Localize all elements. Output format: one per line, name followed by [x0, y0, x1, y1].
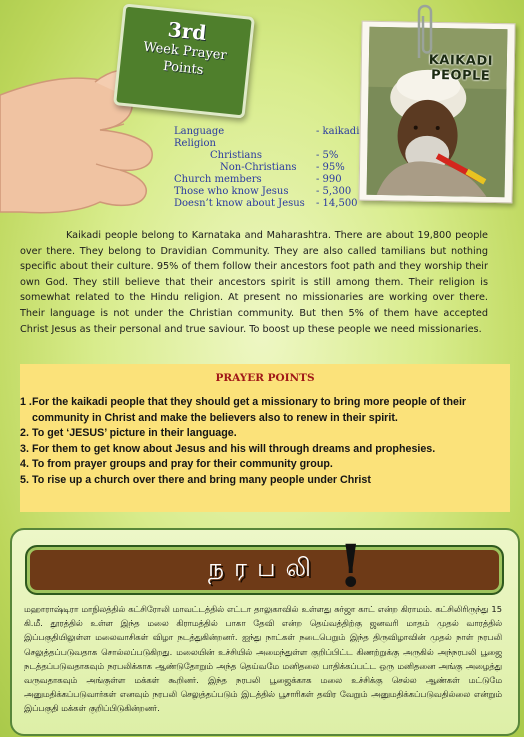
stat-value: - 95% [316, 162, 345, 173]
card-week-label: Week Prayer [142, 39, 228, 64]
prayer-point-text: For the kaikadi people that they should get a missionary to bring more people of their community in Christ and make the believers also to renew in their spirit. [32, 396, 467, 424]
prayer-point-text: To get ‘JESUS’ picture in their language. [32, 427, 237, 439]
paper-clip-icon [405, 0, 445, 60]
people-title-line1: KAIKADI [428, 52, 494, 69]
exclamation-mark: ! [338, 532, 364, 600]
narabali-article: மஹாராஷ்டிரா மாநிலத்தில் கட்சிரோலி மாவட்டத்தில் எட்டா தாலுகாவில் உள்ளது சுர்ஜா காட் என்ற கிராமம். கட்சிலிரிருந்து 15 கி.மீ. தூரத்தில் உள்ள இந்த மலை கிராமத்தில் பாகா தேவி என்ற தெய்வத்திற்கு ஜனவரி மாதம் முதல் வாரத்தில் இப்பகுதியிலுள்ள மலைவாசிகள் விழா நடத்துகின்றனர். ஐந்து நாட்கள் நடைபெறும் இந்த திருவிழாவின் முதல் நாள் நரபலி செலுத்தப்படுவதாக சொல்லப்படுகிறது. மலையின் உச்சியில் அமைந்துள்ள குறிப்பிட்ட கிணற்றுக்கு அருகில் அந்நரபலி பூஜை நடத்தப்படுவதாகவும் நரபலிக்காக ஆண்டுதோறும் அந்த தெய்வமே மனிதலை பாதிக்கப்பட்ட ஒரு மனிதனை அங்கு அழைத்து வருவதாகவும் அங்குள்ள மக்கள் கூறினர். இந்த நரபலி பூஜைக்காக மலை உச்சிக்கு செல்ல ஆண்கள் மட்டுமே அனுமதிக்கப்படுவார்கள் எனவும் நரபலி செலுத்தப்படும் இடத்தில் பூசாரிகள் தவிர வேறும் அனுமதிக்கப்படுவதில்லை என்றும் இப்பகுதி மக்கள் குறிப்பிடுகின்றனர். [24, 604, 502, 714]
stat-label: Church members [174, 174, 262, 185]
prayer-point [20, 426, 508, 442]
stat-row [174, 150, 384, 162]
stat-label: Those who know Jesus [174, 186, 289, 197]
intro-paragraph: Kaikadi people belong to Karnataka and Maharashtra. There are about 19,800 people over there. They belong to Dravidian Community. They are also called tamilians but nothing specific about their culture. 95% of them follow their ancestors foot path and they worship their own God. They still believe that their ancestors spirit is still among them. Their religion is somewhat related to the Hindu religion. At present no missionaries are working over there. Their language is not under the Christian community. But then 5% of them have accepted Christ Jesus as their personal and true saviour. To boost up these people we need missionaries. [20, 230, 488, 335]
week-prayer-card [113, 3, 255, 118]
prayer-point [20, 442, 508, 458]
card-points-label: Points [162, 58, 205, 79]
prayer-points-list [20, 395, 508, 488]
stat-row [174, 138, 384, 150]
stat-value: - 5% [316, 150, 339, 161]
stat-row [174, 174, 384, 186]
stat-label: Doesn’t know about Jesus [174, 198, 305, 209]
prayer-points-box [20, 364, 510, 512]
prayer-point-number: 3. [20, 442, 29, 455]
stat-label: Language [174, 126, 225, 137]
stat-value: - 990 [316, 174, 342, 185]
prayer-point-number: 2. [20, 427, 29, 439]
narabali-title: நரபலி [207, 553, 322, 582]
stat-value: - 14,500 [316, 198, 358, 209]
prayer-points-title: PRAYER POINTS [215, 372, 315, 384]
prayer-point-text: To rise up a church over there and bring many people under Christ [32, 473, 371, 486]
stat-value: - kaikadi [316, 126, 360, 137]
stat-row [174, 198, 384, 210]
prayer-point-number: 4. [20, 458, 29, 470]
stat-label: Christians [210, 150, 262, 161]
stat-row [174, 162, 384, 174]
card-week-number: 3rd [166, 17, 208, 46]
narabali-banner [25, 545, 504, 595]
stat-label: Religion [174, 138, 216, 149]
prayer-point-number: 5. [20, 473, 29, 486]
stat-row [174, 126, 384, 138]
stat-label: Non-Christians [220, 162, 297, 173]
people-statistics [174, 126, 384, 210]
prayer-point-number: 1 . [20, 396, 32, 408]
prayer-point [20, 395, 508, 426]
prayer-point-text: To from prayer groups and pray for their community group. [32, 458, 333, 470]
prayer-point [20, 473, 508, 489]
prayer-point-text: For them to get know about Jesus and his will through dreams and prophesies. [32, 442, 436, 455]
stat-row [174, 186, 384, 198]
prayer-point [20, 457, 508, 473]
stat-value: - 5,300 [316, 186, 352, 197]
people-title-line2: PEOPLE [430, 67, 491, 84]
